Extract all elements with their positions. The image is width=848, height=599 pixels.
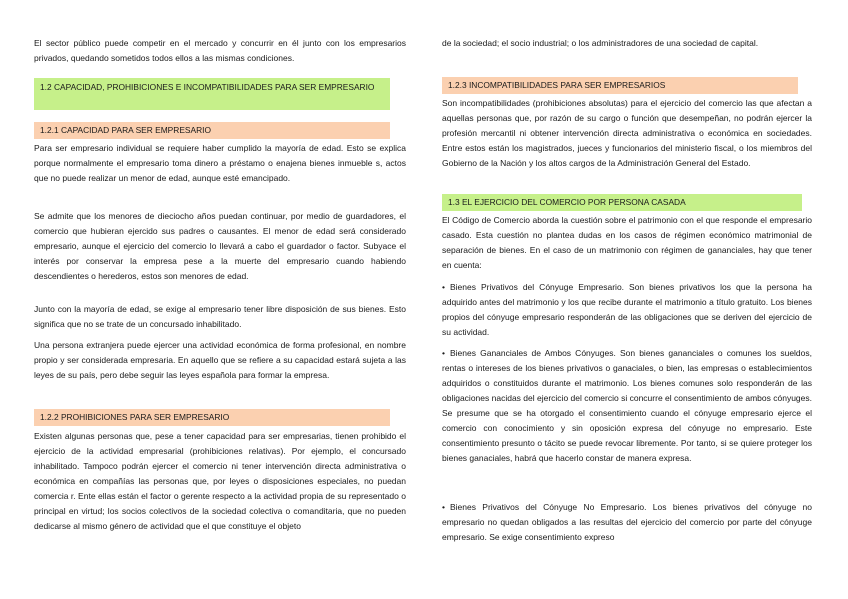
heading-1-3: 1.3 EL EJERCICIO DEL COMERCIO POR PERSONA CASADA — [442, 194, 802, 211]
capacity-paragraph-2: Se admite que los menores de dieciocho años puedan continuar, por medio de guardadores, el comercio que hubieran ejercido sus padres o causantes. El menor de edad será considerado empresario, aunque el ejercicio del comercio lo llevará a cabo el guardador o factor. Subyace el interés por conservar la empresa pese a la muerte del empresario cuando habiendo descendientes o herederos, estos son menores de edad. — [34, 211, 406, 281]
heading-1-2-2: 1.2.2 PROHIBICIONES PARA SER EMPRESARIO — [34, 409, 390, 426]
continuation-paragraph: de la sociedad; el socio industrial; o los administradores de una sociedad de capital. — [442, 38, 759, 48]
bullet-joint-assets: • Bienes Gananciales de Ambos Cónyuges. Son bienes gananciales o comunes los sueldos, rentas o intereses de los bienes privativos o ganaciales, o bien, las empresas o establecimientos adquiridos o constituidos durante el matrimonio. Los bienes comunes solo responderán de las obligaciones nacidas del ejercicio del comercio si concurre el consentimiento de ambos cónyuges. Se presume que se ha otorgado el consentimiento cuando el cónyuge empresario ejerce el comercio con conocimiento y sin oposición expresa del cónyuge no empresario. Este consentimiento presunto o tácito se puede revocar libremente. Por tanto, si se quiere proteger los bienes ganaciales, habrá que hacerlo constar de manera expresa. — [442, 346, 812, 466]
heading-1-2-1: 1.2.1 CAPACIDAD PARA SER EMPRESARIO — [34, 122, 390, 139]
commerce-code-paragraph: El Código de Comercio aborda la cuestión sobre el patrimonio con el que responde el empresario casado. Esta cuestión no plantea dudas en los casos de régimen económico matrimonial de separación de bienes. En el caso de un matrimonio con régimen de gananciales, hay que tener en cuenta: — [442, 215, 812, 270]
capacity-paragraph-1: Para ser empresario individual se requiere haber cumplido la mayoría de edad. Esto se explica porque normalmente el empresario toma dinero a préstamo o enajena bienes inmueble s, actos que no puede realizar un menor de edad, aunque esté emancipado. — [34, 143, 406, 183]
bullet-private-assets-non-entrepreneur: • Bienes Privativos del Cónyuge No Empresario. Los bienes privativos del cónyuge no empresario no quedan obligados a las resultas del ejercicio del comercio por parte del cónyuge empresario. Se exige consentimiento expreso — [442, 500, 812, 545]
bullet-private-assets-entrepreneur: • Bienes Privativos del Cónyuge Empresario. Son bienes privativos los que la persona ha adquirido antes del matrimonio y los que recibe durante el matrimonio a título gratuito. Los bienes propios del cónyuge empresario responderán de las obligaciones que se deriven del ejercicio de su actividad. — [442, 280, 812, 340]
heading-1-2: 1.2 CAPACIDAD, PROHIBICIONES E INCOMPATIBILIDADES PARA SER EMPRESARIO — [34, 78, 390, 110]
capacity-paragraph-3: Junto con la mayoría de edad, se exige al empresario tener libre disposición de sus bienes. Esto significa que no se trate de un concursado inhabilitado. — [34, 304, 406, 329]
intro-paragraph: El sector público puede competir en el mercado y concurrir en él junto con los empresarios privados, quedando sometidos todos ellos a las mismas condiciones. — [34, 38, 406, 63]
capacity-paragraph-4: Una persona extranjera puede ejercer una actividad económica de forma profesional, en nombre propio y ser considerada empresaria. En aquello que se refiere a su capacidad estará sujeta a las leyes de su país, pero debe seguir las leyes española para formar la empresa. — [34, 340, 406, 380]
incompatibilities-paragraph: Son incompatibilidades (prohibiciones absolutas) para el ejercicio del comercio las que afectan a aquellas personas que, por razón de su cargo o función que desempeñan, no podrán ejercer la profesión mercantil ni obtener intervención directa administrativa o económica en sociedades. Entre estos están los magistrados, jueces y funcionarios del ministerio fiscal, o los miembros del Gobierno de la Nación y los altos cargos de la Administración General del Estado. — [442, 98, 812, 168]
heading-1-2-3: 1.2.3 INCOMPATIBILIDADES PARA SER EMPRESARIOS — [442, 77, 798, 94]
prohibitions-paragraph: Existen algunas personas que, pese a tener capacidad para ser empresarias, tienen prohibido el ejercicio de la actividad empresarial (prohibiciones relativas). Por ejemplo, el concursado inhabilitado. Tampoco podrán ejercer el comercio ni tener intervención directa administrativa o económica en compañías las personas que, por leyes o disposiciones especiales, no puedan comercia r. Ente ellas están el factor o gerente respecto a la actividad propia de su representado o principal en virtud; los socios colectivos de la sociedad colectiva o comanditaria, que no pueden dedicarse al mismo género de actividad que el que constituye el objeto — [34, 431, 406, 531]
